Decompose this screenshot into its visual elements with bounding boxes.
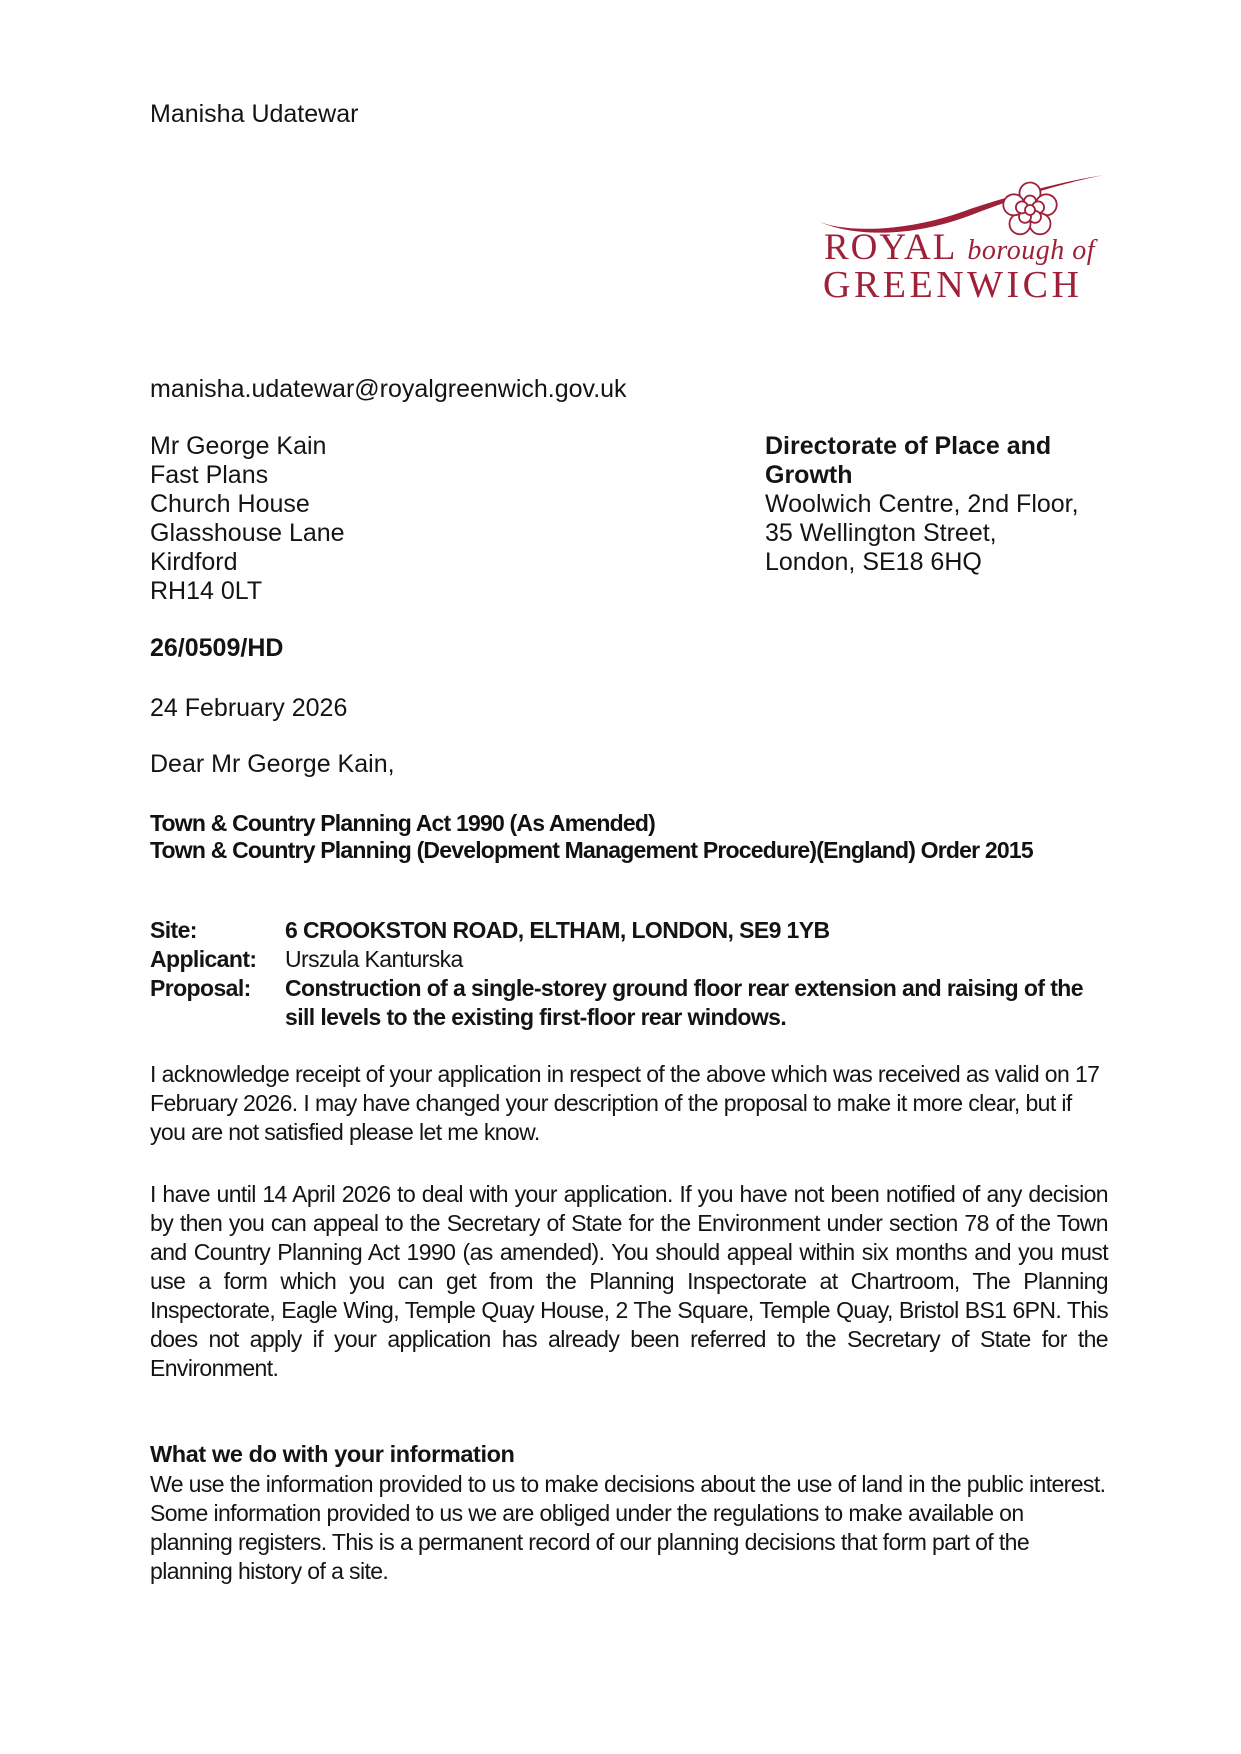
info-section-heading: What we do with your information (150, 1441, 515, 1467)
site-label: Site: (150, 917, 197, 943)
directorate-address-line: London, SE18 6HQ (765, 548, 982, 576)
recipient-line: Kirdford (150, 548, 238, 576)
application-reference: 26/0509/HD (150, 634, 284, 662)
logo-borough-of-text: borough of (967, 235, 1095, 266)
royal-greenwich-logo (818, 166, 1110, 311)
proposal-value: Construction of a single-storey ground floor rear extension and raising of the sill levels to the existing first-floor rear windows. (285, 975, 1083, 1030)
applicant-row (150, 945, 1115, 974)
recipient-line: Glasshouse Lane (150, 519, 345, 547)
legal-headings (150, 810, 1033, 864)
directorate-address-line: 35 Wellington Street, (765, 519, 997, 547)
site-row (150, 916, 1115, 945)
recipient-line: Fast Plans (150, 461, 269, 489)
directorate-address-line: Woolwich Centre, 2nd Floor, (765, 490, 1079, 518)
proposal-label: Proposal: (150, 975, 251, 1001)
sender-email: manisha.udatewar@royalgreenwich.gov.uk (150, 375, 627, 403)
site-value: 6 CROOKSTON ROAD, ELTHAM, LONDON, SE9 1YB (285, 917, 830, 943)
recipient-line: Mr George Kain (150, 432, 327, 460)
sender-name: Manisha Udatewar (150, 100, 359, 128)
legal-heading-line: Town & Country Planning (Development Management Procedure)(England) Order 2015 (150, 837, 1033, 863)
recipient-address (150, 432, 345, 606)
logo-royal-text: ROYAL (824, 227, 958, 268)
applicant-label: Applicant: (150, 946, 257, 972)
directorate-block (765, 432, 1110, 577)
logo-greenwich-text: GREENWICH (823, 264, 1083, 306)
acknowledgement-paragraph: I acknowledge receipt of your application in respect of the above which was received as valid on 17 February 2026. I may have changed your description of the proposal to make it more clear, but if you are not satisfied please let me know. (150, 1061, 1100, 1145)
directorate-title: Directorate of Place and Growth (765, 432, 1052, 489)
letter-date: 24 February 2026 (150, 694, 348, 722)
recipient-line: Church House (150, 490, 310, 518)
recipient-line: RH14 0LT (150, 577, 263, 605)
proposal-row (150, 974, 1115, 1032)
legal-heading-line: Town & Country Planning Act 1990 (As Amended) (150, 810, 655, 836)
applicant-value: Urszula Kanturska (285, 946, 463, 972)
info-paragraph: We use the information provided to us to make decisions about the use of land in the public interest. Some information provided to us we are obliged under the regulations to make available on planning registers. This is a permanent record of our planning decisions that form part of the planning history of a site. (150, 1471, 1106, 1584)
salutation: Dear Mr George Kain, (150, 750, 395, 778)
appeal-paragraph: I have until 14 April 2026 to deal with your application. If you have not been notified of any decision by then you can appeal to the Secretary of State for the Environment under section 78 of the Town and Country Planning Act 1990 (as amended). You should appeal within six months and you must use a form which you can get from the Planning Inspectorate at Chartroom, The Planning Inspectorate, Eagle Wing, Temple Quay House, 2 The Square, Temple Quay, Bristol BS1 6PN. This does not apply if your application has already been referred to the Secretary of State for the Environment. (150, 1181, 1108, 1381)
application-details (150, 916, 1115, 1032)
